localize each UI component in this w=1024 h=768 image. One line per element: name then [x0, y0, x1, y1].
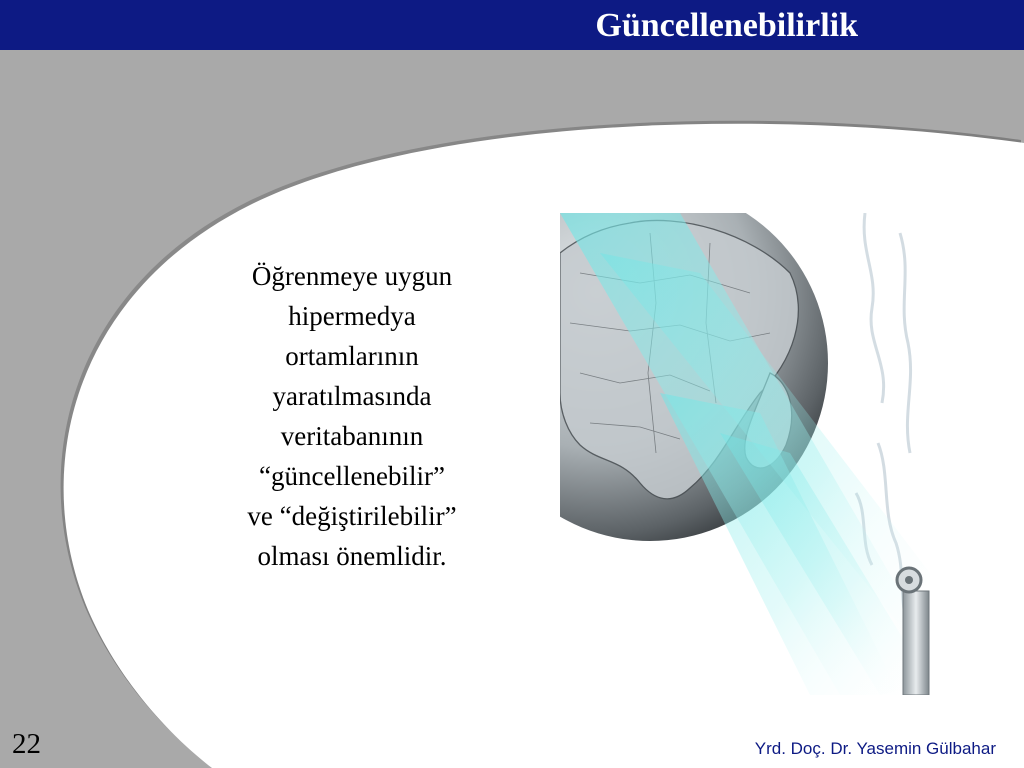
body-line: veritabanının: [280, 421, 424, 451]
footer-author: Yrd. Doç. Dr. Yasemin Gülbahar: [754, 739, 996, 758]
title-bar: [0, 0, 1024, 50]
slide-title: Güncellenebilirlik: [595, 7, 858, 44]
body-line: ortamlarının: [285, 341, 419, 371]
body-line: olması önemlidir.: [257, 541, 447, 571]
body-line: “güncellenebilir”: [259, 461, 445, 491]
globe-illustration: [560, 213, 930, 695]
globe-icon: [560, 213, 930, 695]
body-line: Öğrenmeye uygun: [251, 261, 453, 291]
page-number: 22: [12, 728, 41, 760]
body-text: [216, 256, 488, 576]
body-line: yaratılmasında: [272, 381, 432, 411]
body-line: hipermedya: [288, 301, 416, 331]
body-line: ve “değiştirilebilir”: [247, 501, 457, 531]
